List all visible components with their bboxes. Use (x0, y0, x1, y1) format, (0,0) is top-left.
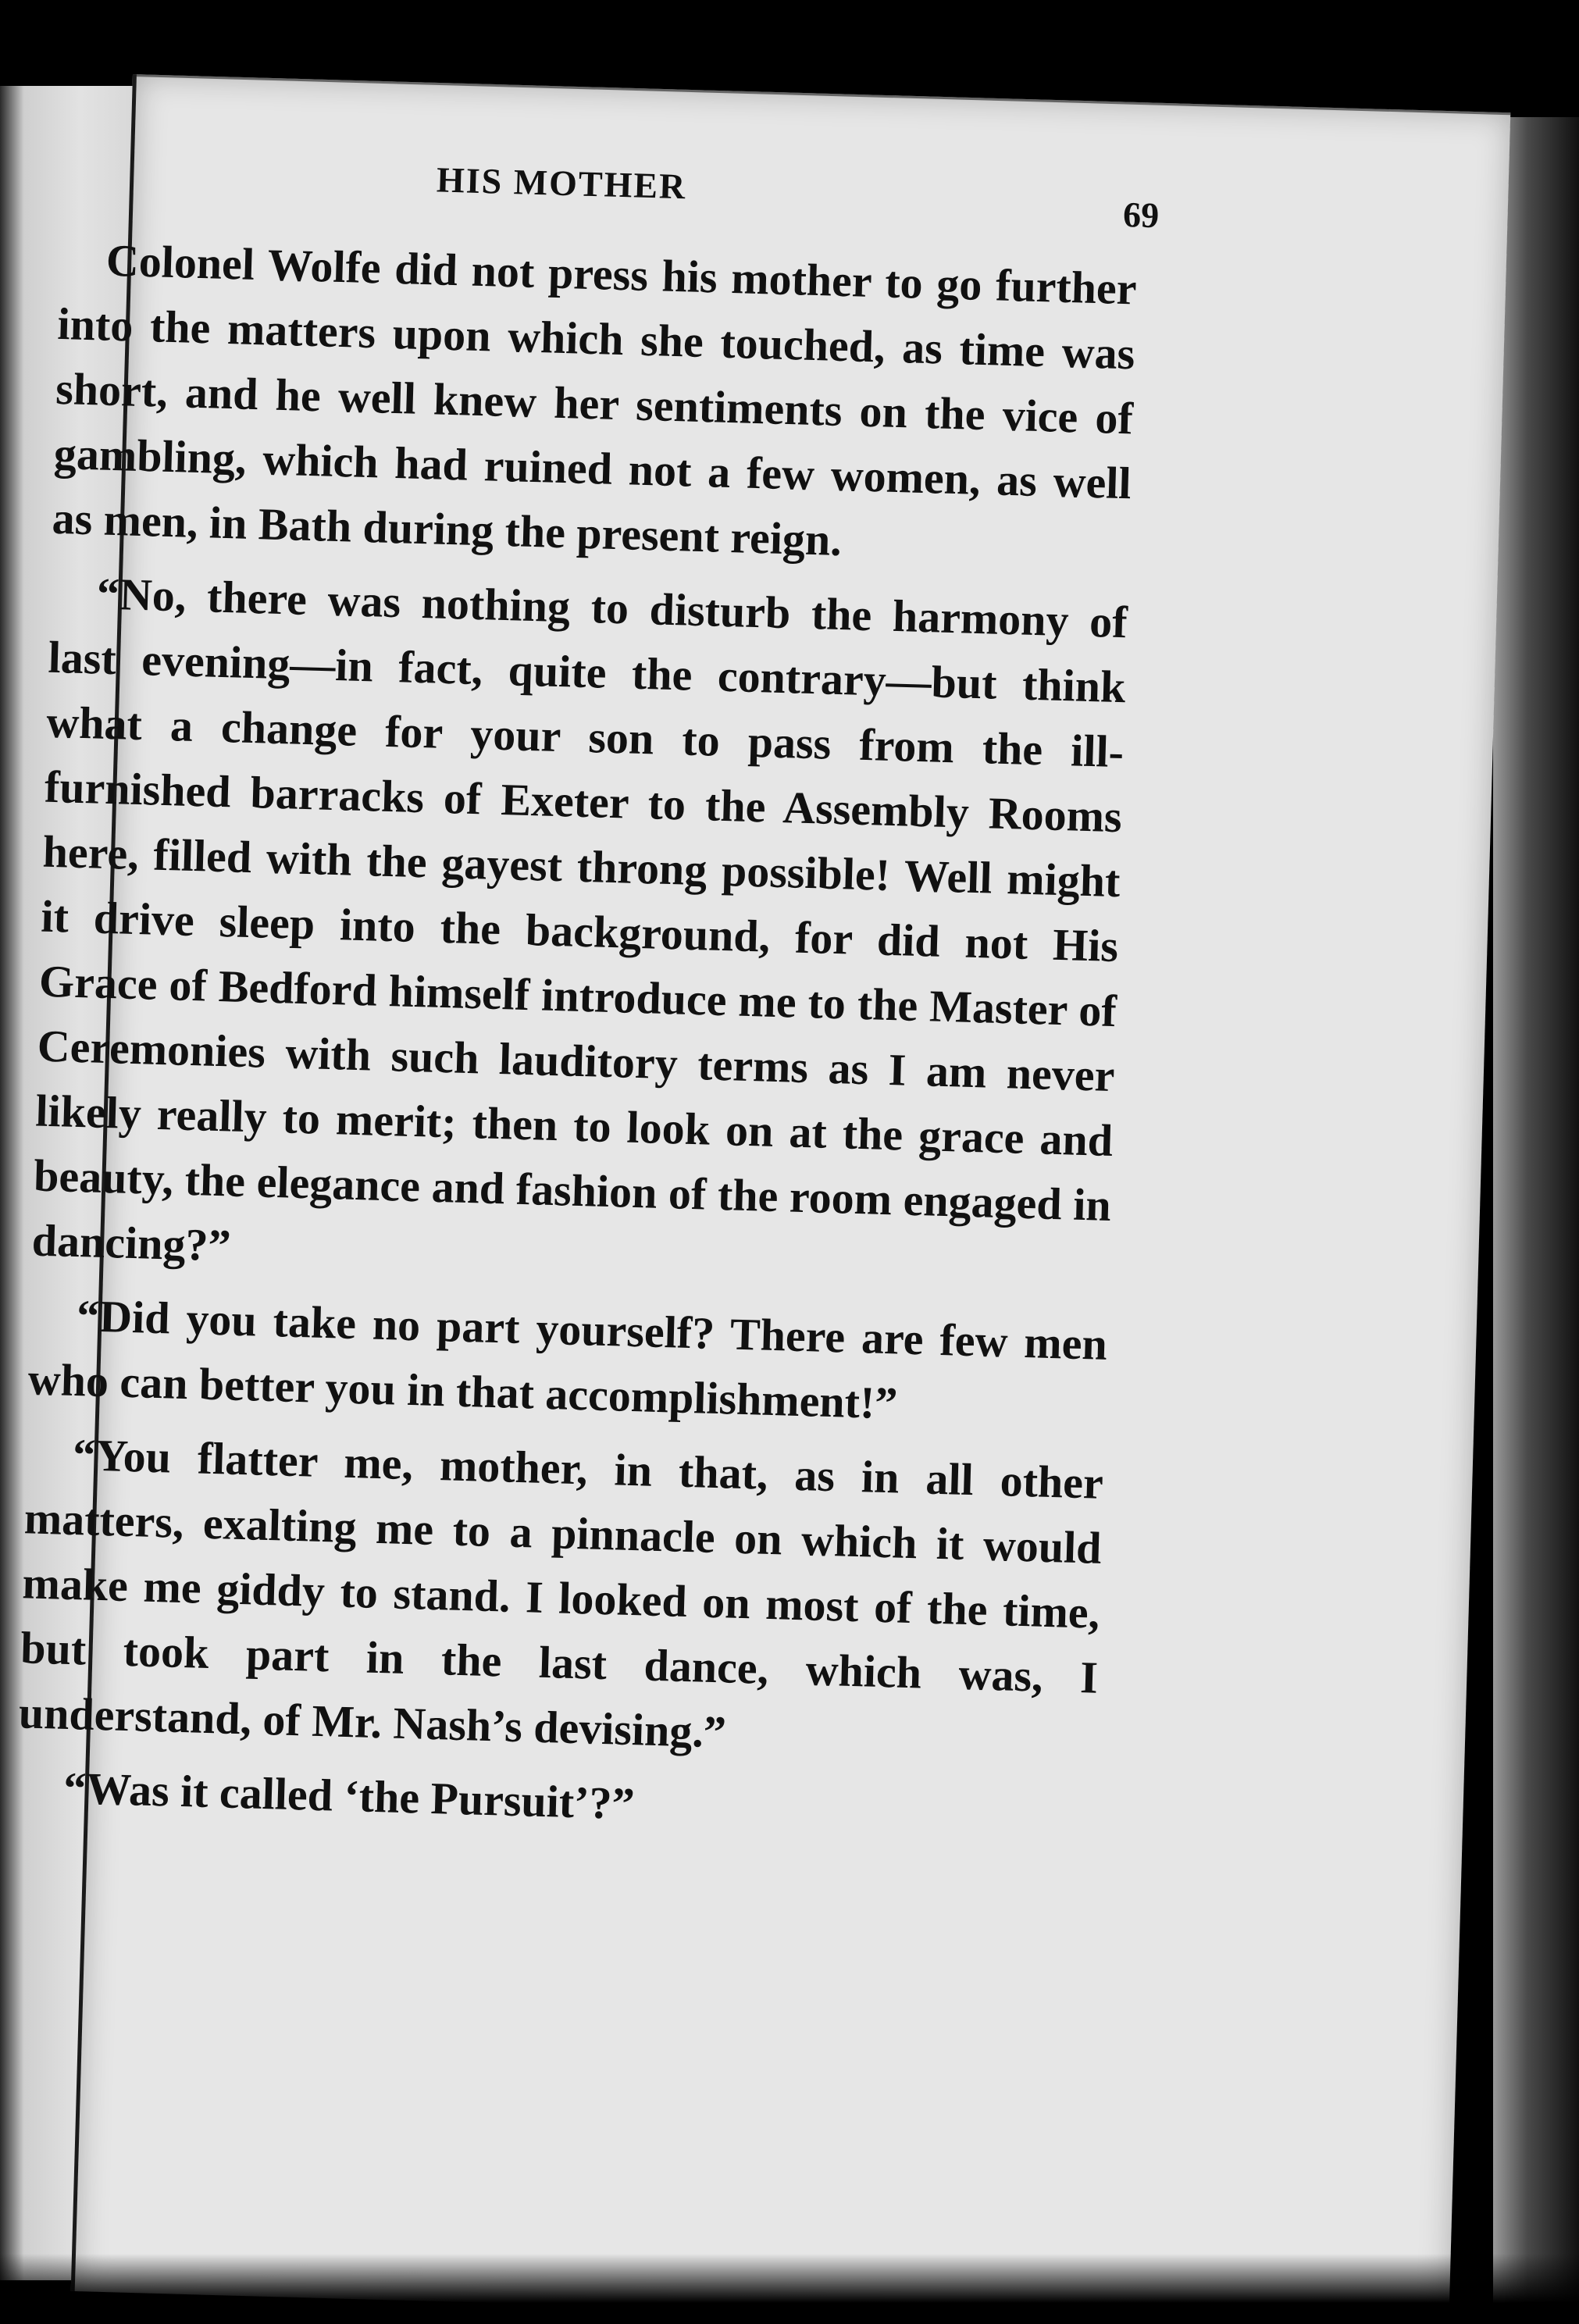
paragraph-1: Colonel Wolfe did not press his mother to go further into the matters upon which she touched, as time was short, and he well knew her sentiments on the vice of gambling, which had ruined not a few women, as well as men, in Bath during the present reign. (51, 234, 1138, 566)
right-page-edge (1493, 117, 1579, 2304)
page-top-edge (137, 74, 1510, 115)
paragraph-2: “No, there was nothing to disturb the harmony of last evening—in fact, quite the contrary—but think what a change for your son to pass from the ill-furnished barracks of Exeter to the Assembly Rooms here, filled with the gayest throng possible! Well might it drive sleep into the background, for did not His Grace of Bedford himself introduce me to the Master of Ceremonies with such lauditory terms as I am never likely really to merit; then to look on at the grace and beauty, the elegance and fashion of the room engaged in dancing?” (31, 568, 1128, 1271)
page-content (16, 148, 1160, 1859)
paragraph-3: “Did you take no part yourself? There are few men who can better you in that accomplishment!” (27, 1290, 1108, 1429)
bottom-shadow (0, 2254, 1579, 2324)
running-title: HIS MOTHER (436, 159, 687, 207)
paragraph-4: “You flatter me, mother, in that, as in all other matters, exalting me to a pinnacle on which it would make me giddy to stand. I looked on most of the time, but took part in the last dance, which was, I understand, of Mr. Nash’s devising.” (18, 1429, 1104, 1758)
page-number: 69 (1122, 194, 1160, 236)
paragraph-5: “Was it called ‘the Pursuit’?” (62, 1762, 636, 1830)
